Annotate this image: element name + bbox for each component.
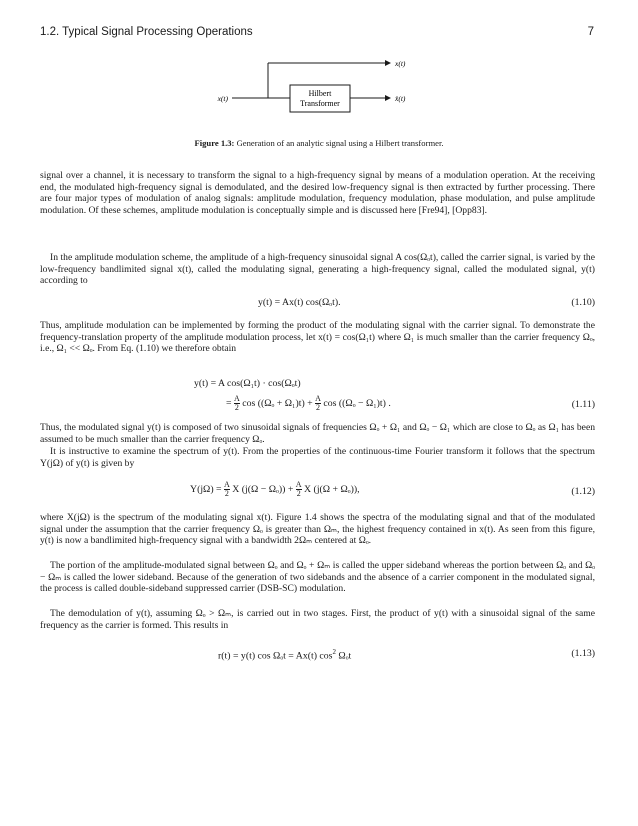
block-label-line1: Hilbert xyxy=(308,89,332,98)
page-number: 7 xyxy=(587,26,594,38)
equation-1-12-body: Y(jΩ) = $\frac{A}{2}$ X (j(Ω − Ωₒ)) + $\frac{A}{2}$ X (j(Ω + Ωₒ)), xyxy=(190,480,360,498)
caption-label: Figure 1.3: xyxy=(194,138,235,148)
fraction-a-over-2: $\frac{A}{2}$ xyxy=(295,480,302,498)
equation-1-13-body: r(t) = y(t) cos Ωₒt = Ax(t) $\cos^2 \Omega_ot$ xyxy=(218,648,352,662)
block-label-line2: Transformer xyxy=(300,99,340,108)
paragraph-8: The demodulation of y(t), assuming Ωₒ > Ωₘ, is carried out in two stages. First, the product of y(t) with a sinusoidal signal of the same frequency as the carrier is formed. This results in xyxy=(40,608,595,631)
equation-1-10-body: y(t) = Ax(t) cos(Ωₒt). xyxy=(258,297,341,308)
equation-1-12-number: (1.12) xyxy=(571,486,595,497)
paragraph-5: It is instructive to examine the spectrum of y(t). From the properties of the continuous-time Fourier transform it follows that the spectrum Y(jΩ) of y(t) is given by xyxy=(40,446,595,469)
input-label: x(t) xyxy=(217,94,228,103)
equation-1-11-line2 xyxy=(40,393,595,417)
top-output-label: x(t) xyxy=(395,59,406,68)
caption-text: Generation of an analytic signal using a Hilbert transformer. xyxy=(234,138,444,148)
section-title: 1.2. Typical Signal Processing Operations xyxy=(40,26,253,38)
paragraph-2: In the amplitude modulation scheme, the amplitude of a high-frequency sinusoidal signal A cos(Ωₒt), called the carrier signal, is varied by the low-frequency bandlimited signal x(t), called the modulating signal, generating a high-frequency signal, called the modulated signal, y(t) according to xyxy=(40,252,595,287)
paragraph-7: The portion of the amplitude-modulated signal between Ωₒ and Ωₒ + Ωₘ is called the upper sideband whereas the portion between Ωₒ and Ωₒ − Ωₘ is called the lower sideband. Because of the generation of two sidebands and the absence of a carrier component in the modulated signal, the process is called double-sideband suppressed carrier (DSB-SC) modulation. xyxy=(40,560,595,595)
paragraph-4: Thus, the modulated signal y(t) is composed of two sinusoidal signals of frequencies Ωₒ + Ω₁ and Ωₒ − Ω₁ which are close to Ωₒ as Ω₁ has been assumed to be much smaller than the carrier frequency Ωₒ. xyxy=(40,422,595,445)
equation-1-11-line1 xyxy=(40,378,595,392)
equation-1-13 xyxy=(40,648,595,664)
equation-1-12 xyxy=(40,477,595,505)
paragraph-1: signal over a channel, it is necessary to transform the signal to a high-frequency signal by means of a modulation operation. At the receiving end, the modulated high-frequency signal is demodulated, and the desired low-frequency signal is then extracted by further processing. There are four major types of modulation of analog signals: amplitude modulation, frequency modulation, phase modulation, and pulse amplitude modulation. Of these schemes, amplitude modulation is conceptually simple and is discussed here [Fre94], [Opp83]. xyxy=(40,170,595,216)
equation-1-10 xyxy=(40,297,595,311)
paragraph-6: where X(jΩ) is the spectrum of the modulating signal x(t). Figure 1.4 shows the spectra of the modulating signal and that of the modulated signal under the assumption that the carrier frequency Ωₒ is greater than Ωₘ, the highest frequency contained in x(t). As seen from this figure, y(t) is now a bandlimited high-frequency signal with a bandwidth 2Ωₘ centered at Ωₒ. xyxy=(40,512,595,547)
hilbert-block-diagram xyxy=(190,55,430,115)
bottom-output-label: x̂(t) xyxy=(395,94,406,103)
equation-1-13-number: (1.13) xyxy=(571,648,595,659)
running-header xyxy=(40,26,594,38)
equation-1-10-number: (1.10) xyxy=(571,297,595,308)
figure-caption xyxy=(0,138,638,148)
fraction-a-over-2: $\frac{A}{2}$ xyxy=(224,480,230,498)
paragraph-3: Thus, amplitude modulation can be implemented by forming the product of the modulating signal with the carrier signal. To demonstrate the frequency-translation property of the amplitude modulation process, let x(t) = cos(Ω₁t) where Ω₁ is much smaller than the carrier frequency Ωₒ, i.e., Ω₁ << Ωₒ. From Eq. (1.10) we therefore obtain xyxy=(40,320,595,355)
equation-1-11-line2-body: = $\frac{A}{2}$ cos ((Ωₒ + Ω₁)t) + $\frac{A}{2}$ cos ((Ωₒ − Ω₁)t) . xyxy=(226,394,391,412)
fraction-a-over-2: $\frac{A}{2}$ xyxy=(315,394,321,412)
fraction-a-over-2: $\frac{A}{2}$ xyxy=(233,394,240,412)
equation-1-11-line1-body: y(t) = A cos(Ω₁t) · cos(Ωₒt) xyxy=(194,378,301,389)
equation-1-11-number: (1.11) xyxy=(571,399,595,410)
